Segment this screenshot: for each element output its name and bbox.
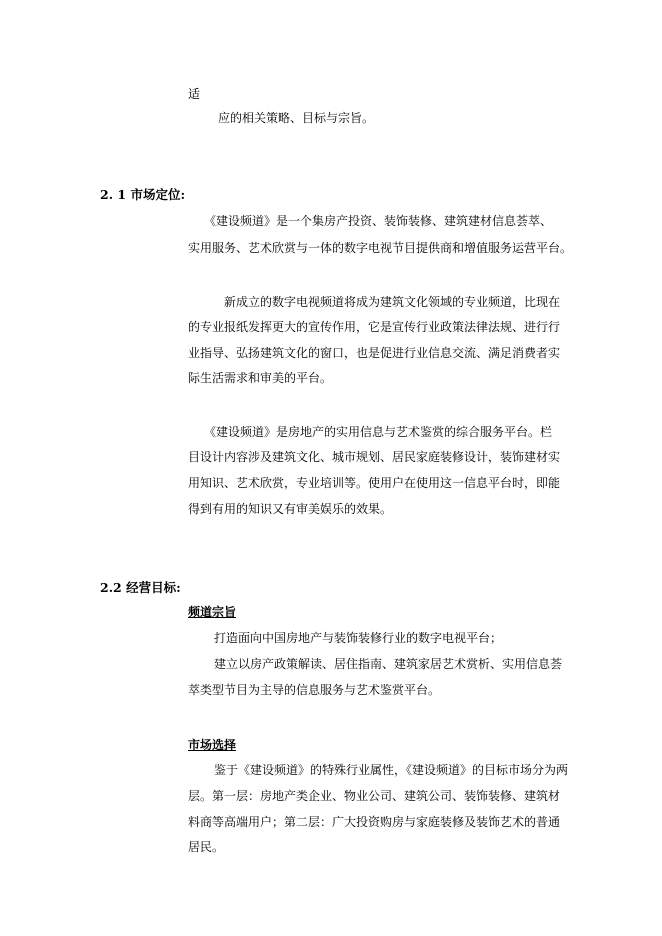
- intro-line-1: 适: [188, 87, 201, 101]
- intro-line-2: 应的相关策略、目标与宗旨。: [218, 111, 375, 125]
- section-2-2-heading: 2.2 经营目标:: [100, 580, 181, 595]
- purpose-line-1: 打造面向中国房地产与装饰装修行业的数字电视平台；: [214, 631, 503, 645]
- subsection-channel-purpose-title: 频道宗旨: [188, 605, 237, 619]
- purpose-line-3: 萃类型节目为主导的信息服务与艺术鉴赏平台。: [188, 683, 441, 697]
- para2-line-4: 际生活需求和审美的平台。: [188, 371, 333, 385]
- market-line-3: 料商等高端用户；第二层：广大投资购房与家庭装修及装饰艺术的普通: [188, 815, 561, 829]
- para3-line-3: 用知识、艺术欣赏，专业培训等。使用户在使用这一信息平台时，即能: [188, 476, 561, 490]
- section-2-1-heading: 2. 1 市场定位:: [100, 187, 186, 202]
- market-line-4: 居民。: [188, 840, 225, 854]
- para1-line-1: 《建设频道》是一个集房产投资、装饰装修、建筑建材信息荟萃、: [204, 214, 553, 228]
- market-line-2: 层。第一层：房地产类企业、物业公司、建筑公司、装饰装修、建筑材: [188, 789, 561, 803]
- purpose-line-2: 建立以房产政策解读、居住指南、建筑家居艺术赏析、实用信息荟: [214, 657, 563, 671]
- para3-line-2: 目设计内容涉及建筑文化、城市规划、居民家庭装修设计，装饰建材实: [188, 450, 561, 464]
- para3-line-1: 《建设频道》是房地产的实用信息与艺术鉴赏的综合服务平台。栏: [204, 425, 553, 439]
- subsection-market-selection-title: 市场选择: [188, 738, 237, 752]
- para2-line-3: 业指导、弘扬建筑文化的窗口，也是促进行业信息交流、满足消费者实: [188, 346, 561, 360]
- market-line-1: 鉴于《建设频道》的特殊行业属性，《建设频道》的目标市场分为两: [214, 763, 569, 777]
- para1-line-2: 实用服务、艺术欣赏与一体的数字电视节目提供商和增值服务运营平台。: [188, 241, 573, 255]
- para2-line-2: 的专业报纸发挥更大的宣传作用，它是宣传行业政策法律法规、进行行: [188, 320, 561, 334]
- para3-line-4: 得到有用的知识又有审美娱乐的效果。: [188, 502, 393, 516]
- para2-line-1: 新成立的数字电视频道将成为建筑文化领域的专业频道，比现在: [224, 295, 561, 309]
